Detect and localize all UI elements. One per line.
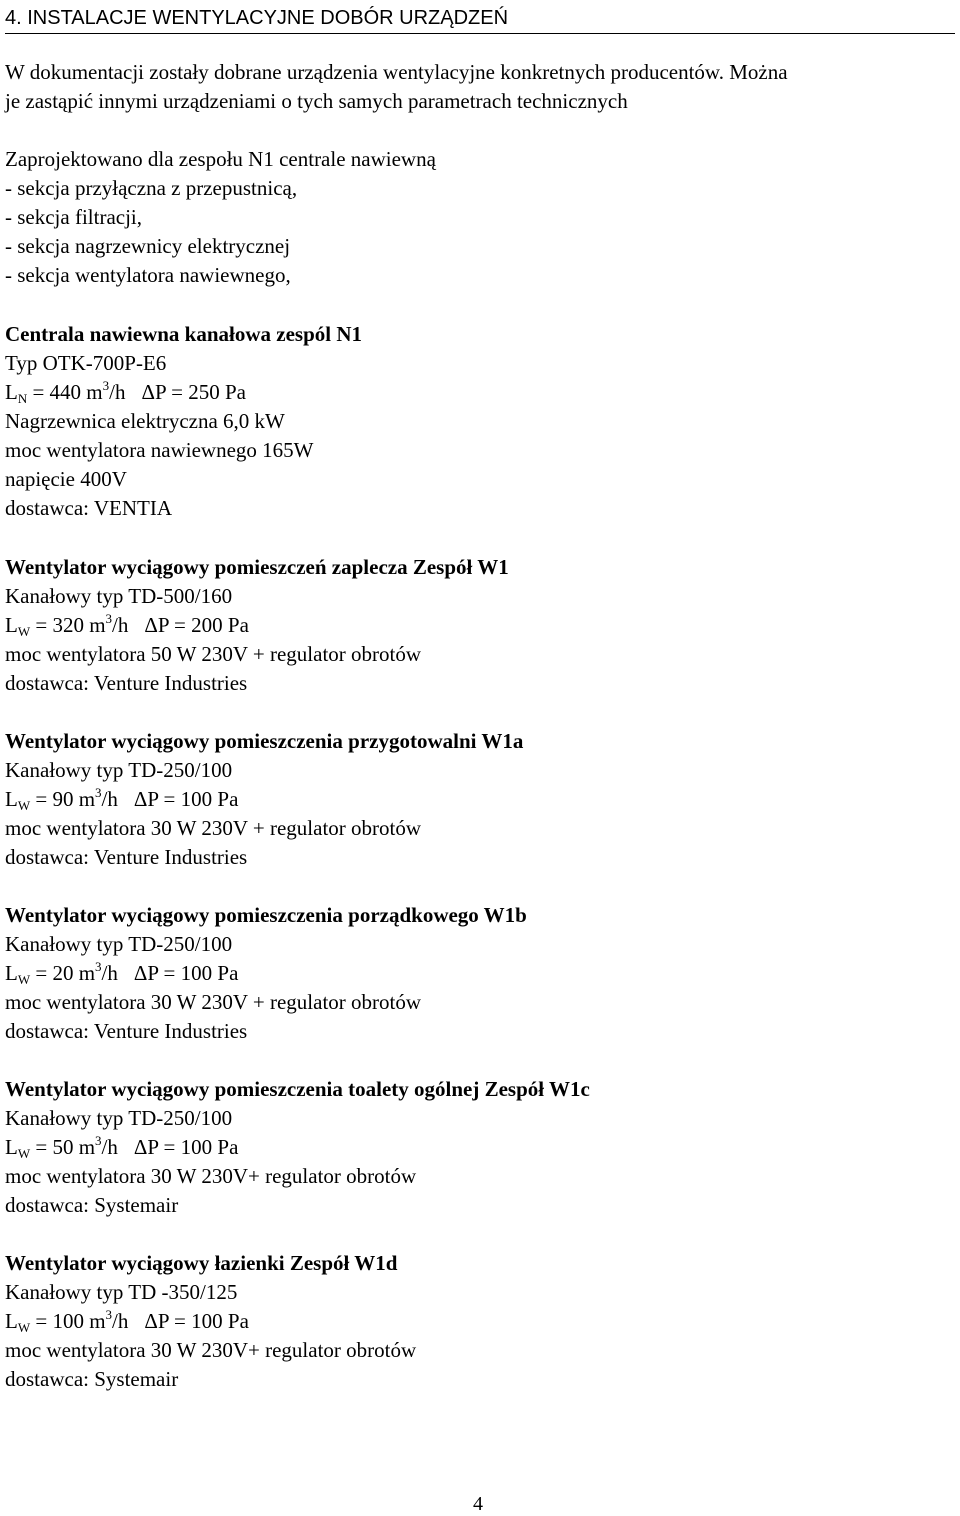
unit-supplier: dostawca: VENTIA bbox=[5, 496, 172, 520]
unit-spec: napięcie 400V bbox=[5, 467, 127, 491]
section-item: - sekcja wentylatora nawiewnego, bbox=[5, 263, 291, 287]
unit-spec: moc wentylatora 30 W 230V+ regulator obrotów bbox=[5, 1164, 417, 1188]
unit-title: Wentylator wyciągowy pomieszczeń zaplecza Zespół W1 bbox=[5, 555, 509, 579]
unit-supplier: dostawca: Venture Industries bbox=[5, 845, 248, 869]
unit-flow: $L_N = 440$ $m^3/h$ ΔP = 250 Pa bbox=[5, 378, 246, 406]
unit-flow: $L_W = 90$ $m^3/h$ ΔP = 100 Pa bbox=[5, 785, 239, 813]
unit-title: Wentylator wyciągowy łazienki Zespół W1d bbox=[5, 1251, 398, 1275]
unit-title: Wentylator wyciągowy pomieszczenia porządkowego W1b bbox=[5, 903, 527, 927]
unit-title: Wentylator wyciągowy pomieszczenia toalety ogólnej Zespół W1c bbox=[5, 1077, 590, 1101]
design-intro: Zaprojektowano dla zespołu N1 centrale nawiewną bbox=[5, 147, 436, 171]
unit-pressure: ΔP = 200 Pa bbox=[144, 613, 249, 637]
heading-divider bbox=[5, 33, 955, 34]
unit-type: Kanałowy typ TD-250/100 bbox=[5, 758, 233, 782]
unit-pressure: ΔP = 100 Pa bbox=[133, 961, 239, 985]
page-number: 4 bbox=[473, 1493, 483, 1515]
unit-spec: moc wentylatora 30 W 230V+ regulator obrotów bbox=[5, 1338, 417, 1362]
unit-type: Typ OTK-700P-E6 bbox=[5, 351, 167, 375]
unit-title: Wentylator wyciągowy pomieszczenia przygotowalni W1a bbox=[5, 729, 524, 753]
unit-flow: $L_W = 320$ $m^3/h$ ΔP = 200 Pa bbox=[5, 611, 249, 639]
unit-supplier: dostawca: Systemair bbox=[5, 1193, 179, 1217]
unit-flow: $L_W = 20$ $m^3/h$ ΔP = 100 Pa bbox=[5, 959, 239, 987]
unit-supplier: dostawca: Venture Industries bbox=[5, 671, 248, 695]
section-item: - sekcja filtracji, bbox=[5, 205, 143, 229]
unit-type: Kanałowy typ TD-500/160 bbox=[5, 584, 233, 608]
unit-flow: $L_W = 50$ $m^3/h$ ΔP = 100 Pa bbox=[5, 1133, 239, 1161]
unit-flow: $L_W = 100$ $m^3/h$ ΔP = 100 Pa bbox=[5, 1307, 249, 1335]
unit-spec: Nagrzewnica elektryczna 6,0 kW bbox=[5, 409, 285, 433]
unit-pressure: ΔP = 100 Pa bbox=[144, 1309, 249, 1333]
unit-type: Kanałowy typ TD -350/125 bbox=[5, 1280, 238, 1304]
unit-type: Kanałowy typ TD-250/100 bbox=[5, 932, 233, 956]
section-item: - sekcja przyłączna z przepustnicą, bbox=[5, 176, 298, 200]
section-heading: 4. INSTALACJE WENTYLACYJNE DOBÓR URZĄDZEŃ bbox=[5, 7, 509, 29]
intro-line-2: je zastąpić innymi urządzeniami o tych samych parametrach technicznych bbox=[5, 89, 628, 113]
unit-supplier: dostawca: Venture Industries bbox=[5, 1019, 248, 1043]
unit-spec: moc wentylatora 30 W 230V + regulator obrotów bbox=[5, 816, 422, 840]
unit-supplier: dostawca: Systemair bbox=[5, 1367, 179, 1391]
unit-type: Kanałowy typ TD-250/100 bbox=[5, 1106, 233, 1130]
unit-title: Centrala nawiewna kanałowa zespól N1 bbox=[5, 322, 363, 346]
unit-pressure: ΔP = 100 Pa bbox=[133, 1135, 239, 1159]
unit-spec: moc wentylatora 30 W 230V + regulator obrotów bbox=[5, 990, 422, 1014]
unit-spec: moc wentylatora nawiewnego 165W bbox=[5, 438, 314, 462]
unit-spec: moc wentylatora 50 W 230V + regulator obrotów bbox=[5, 642, 422, 666]
unit-pressure: ΔP = 100 Pa bbox=[133, 787, 239, 811]
section-item: - sekcja nagrzewnicy elektrycznej bbox=[5, 234, 291, 258]
intro-line-1: W dokumentacji zostały dobrane urządzenia wentylacyjne konkretnych producentów. Można bbox=[5, 60, 788, 84]
unit-pressure: ΔP = 250 Pa bbox=[141, 380, 246, 404]
